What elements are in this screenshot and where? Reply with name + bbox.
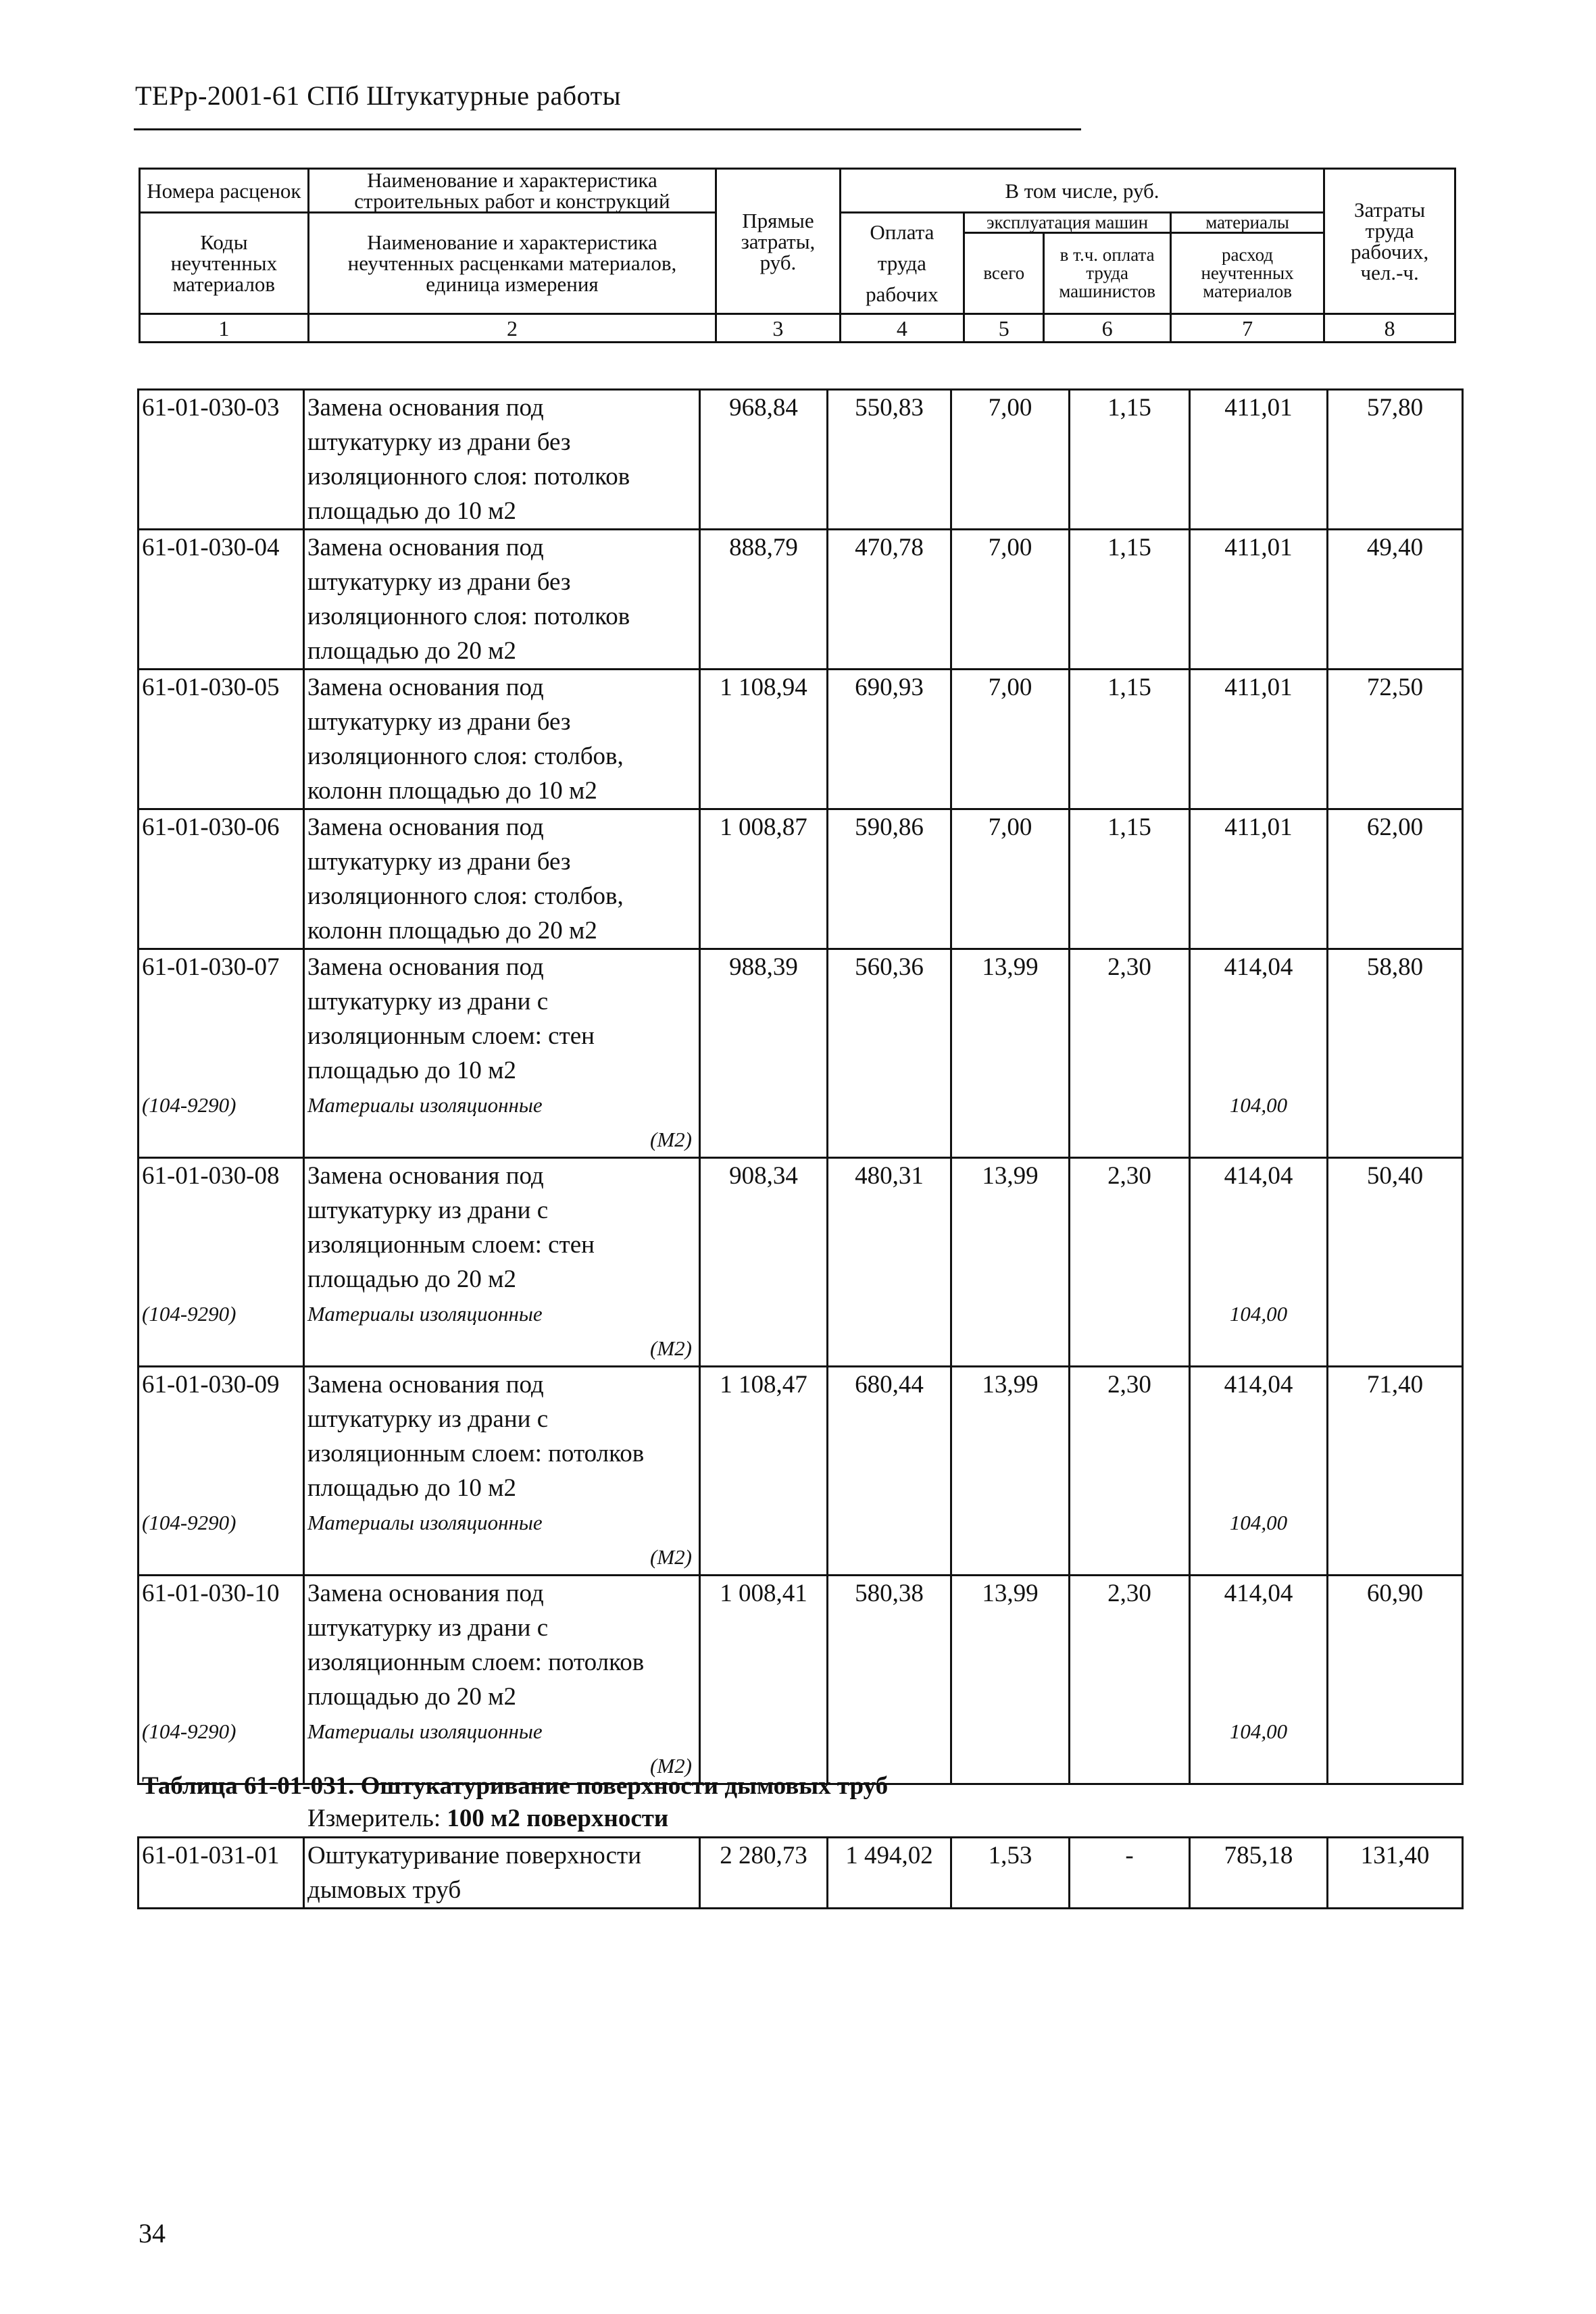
rate-name-line: изоляционным слоем: потолков bbox=[307, 1440, 645, 1467]
rate-name bbox=[304, 390, 700, 530]
table-row bbox=[139, 809, 1463, 949]
materials-cost-cell bbox=[1190, 1576, 1328, 1784]
materials-cost: 785,18 bbox=[1190, 1838, 1328, 1909]
direct-cost: 908,34 bbox=[700, 1158, 828, 1367]
table-row bbox=[139, 1576, 1463, 1784]
rate-name-line: площадью до 10 м2 bbox=[307, 497, 517, 525]
rate-name-line: Замена основания под bbox=[307, 953, 544, 981]
table-row bbox=[139, 1158, 1463, 1367]
rate-name-line: дымовых труб bbox=[307, 1876, 462, 1904]
rate-name-line: Замена основания под bbox=[307, 534, 544, 561]
col5-header: всего bbox=[964, 233, 1044, 314]
machine-cost: 7,00 bbox=[951, 809, 1070, 949]
materials-cost-cell bbox=[1190, 1158, 1328, 1367]
rate-name-line: изоляционного слоя: потолков bbox=[307, 603, 630, 630]
rate-name bbox=[304, 1158, 700, 1367]
labor-hours: 131,40 bbox=[1328, 1838, 1463, 1909]
material-quantity: 104,00 bbox=[1229, 1093, 1288, 1117]
materials-cost-cell bbox=[1190, 670, 1328, 809]
column-number: 6 bbox=[1044, 314, 1171, 343]
rate-code: 61-01-030-04 bbox=[142, 534, 280, 561]
table-row bbox=[139, 390, 1463, 530]
labor-hours: 72,50 bbox=[1328, 670, 1463, 809]
direct-cost: 2 280,73 bbox=[700, 1838, 828, 1909]
rate-name-line: изоляционного слоя: столбов, bbox=[307, 882, 624, 910]
direct-cost: 1 008,41 bbox=[700, 1576, 828, 1784]
rate-name-line: штукатурку из драни без bbox=[307, 848, 571, 876]
column-number: 1 bbox=[140, 314, 309, 343]
col6-header: в т.ч. оплата труда машинистов bbox=[1044, 233, 1171, 314]
rate-code: 61-01-030-06 bbox=[142, 813, 280, 841]
rate-name bbox=[304, 1838, 700, 1909]
rate-name-line: Замена основания под bbox=[307, 674, 544, 701]
labor-hours: 57,80 bbox=[1328, 390, 1463, 530]
rate-code-cell bbox=[139, 670, 304, 809]
materials-cost-cell bbox=[1190, 1367, 1328, 1576]
material-name: Материалы изоляционные bbox=[307, 1093, 543, 1117]
rate-name-line: Замена основания под bbox=[307, 394, 544, 422]
rate-name-line: штукатурку из драни с bbox=[307, 988, 549, 1015]
rate-code: 61-01-031-01 bbox=[139, 1838, 304, 1909]
rate-code-cell bbox=[139, 809, 304, 949]
materials-cost: 414,04 bbox=[1224, 1371, 1293, 1399]
material-quantity: 104,00 bbox=[1229, 1302, 1288, 1326]
rate-name bbox=[304, 1576, 700, 1784]
rate-name-line: изоляционного слоя: столбов, bbox=[307, 743, 624, 770]
column-number: 3 bbox=[716, 314, 840, 343]
rate-name bbox=[304, 809, 700, 949]
operator-labor-cost: 2,30 bbox=[1070, 1576, 1190, 1784]
rate-code-cell bbox=[139, 1158, 304, 1367]
machine-cost: 13,99 bbox=[951, 949, 1070, 1158]
rate-name-line: штукатурку из драни с bbox=[307, 1405, 549, 1433]
labor-hours: 58,80 bbox=[1328, 949, 1463, 1158]
rate-name-line: площадью до 20 м2 bbox=[307, 637, 517, 665]
rate-name-line: изоляционным слоем: потолков bbox=[307, 1649, 645, 1676]
operator-labor-cost: 2,30 bbox=[1070, 949, 1190, 1158]
rate-code: 61-01-030-07 bbox=[142, 953, 280, 981]
labor-cost: 560,36 bbox=[828, 949, 951, 1158]
rate-name-line: площадью до 10 м2 bbox=[307, 1474, 517, 1502]
meter-label: Измеритель: bbox=[307, 1805, 447, 1832]
table-row bbox=[139, 1367, 1463, 1576]
rate-name bbox=[304, 530, 700, 670]
rate-name-line: штукатурку из драни с bbox=[307, 1614, 549, 1642]
materials-cost: 414,04 bbox=[1224, 953, 1293, 981]
page-number: 34 bbox=[139, 2218, 166, 2248]
rate-name-line: колонн площадью до 10 м2 bbox=[307, 777, 597, 805]
rate-name-line: Замена основания под bbox=[307, 1162, 544, 1190]
labor-cost: 1 494,02 bbox=[828, 1838, 951, 1909]
rate-name-line: Оштукатуривание поверхности bbox=[307, 1842, 642, 1869]
labor-cost: 580,38 bbox=[828, 1576, 951, 1784]
machine-cost: 7,00 bbox=[951, 530, 1070, 670]
rate-code: 61-01-030-05 bbox=[142, 674, 280, 701]
rate-name-line: колонн площадью до 20 м2 bbox=[307, 917, 597, 945]
rate-code-cell bbox=[139, 1367, 304, 1576]
spacer bbox=[1191, 1193, 1326, 1297]
column-number: 4 bbox=[840, 314, 964, 343]
breakdown-group-header: В том числе, руб. bbox=[840, 169, 1324, 213]
materials-cost-cell bbox=[1190, 949, 1328, 1158]
column-number: 8 bbox=[1324, 314, 1455, 343]
col2-header-top: Наименование и характеристика строительных работ и конструкций bbox=[308, 169, 716, 213]
col4-header: Оплата труда рабочих bbox=[840, 213, 964, 314]
rate-name-line: изоляционным слоем: стен bbox=[307, 1022, 595, 1050]
rate-code-cell bbox=[139, 390, 304, 530]
col1-header-top: Номера расценок bbox=[140, 169, 309, 213]
meter-line bbox=[307, 1804, 668, 1833]
rate-code-cell bbox=[139, 949, 304, 1158]
labor-cost: 470,78 bbox=[828, 530, 951, 670]
machine-cost: 7,00 bbox=[951, 670, 1070, 809]
direct-cost: 1 108,47 bbox=[700, 1367, 828, 1576]
labor-hours: 71,40 bbox=[1328, 1367, 1463, 1576]
machines-group-header: эксплуатация машин bbox=[964, 213, 1171, 233]
direct-cost: 888,79 bbox=[700, 530, 828, 670]
rate-code: 61-01-030-03 bbox=[142, 394, 280, 422]
spacer bbox=[1191, 984, 1326, 1088]
operator-labor-cost: 1,15 bbox=[1070, 530, 1190, 670]
machine-cost: 13,99 bbox=[951, 1158, 1070, 1367]
materials-cost-cell bbox=[1190, 809, 1328, 949]
column-header-table bbox=[139, 168, 1456, 343]
machine-cost: 1,53 bbox=[951, 1838, 1070, 1909]
rate-name bbox=[304, 949, 700, 1158]
rate-name-line: Замена основания под bbox=[307, 1371, 544, 1399]
labor-cost: 590,86 bbox=[828, 809, 951, 949]
operator-labor-cost: 2,30 bbox=[1070, 1158, 1190, 1367]
rate-name-line: изоляционным слоем: стен bbox=[307, 1231, 595, 1259]
rate-name-line: штукатурку из драни с bbox=[307, 1197, 549, 1224]
spacer bbox=[1191, 1402, 1326, 1505]
material-code: (104-9290) bbox=[142, 1302, 236, 1326]
labor-cost: 480,31 bbox=[828, 1158, 951, 1367]
rate-name-line: Замена основания под bbox=[307, 1580, 544, 1607]
materials-cost: 411,01 bbox=[1224, 813, 1293, 841]
title-rule bbox=[134, 128, 1081, 130]
labor-cost: 550,83 bbox=[828, 390, 951, 530]
column-number: 5 bbox=[964, 314, 1044, 343]
direct-cost: 1 008,87 bbox=[700, 809, 828, 949]
rate-code: 61-01-030-09 bbox=[142, 1371, 280, 1399]
col7-header: расход неучтенных материалов bbox=[1170, 233, 1324, 314]
direct-cost: 988,39 bbox=[700, 949, 828, 1158]
materials-cost-cell bbox=[1190, 530, 1328, 670]
operator-labor-cost: 2,30 bbox=[1070, 1367, 1190, 1576]
rate-name-line: штукатурку из драни без bbox=[307, 708, 571, 736]
column-number: 7 bbox=[1170, 314, 1324, 343]
materials-cost-cell bbox=[1190, 390, 1328, 530]
materials-cost: 411,01 bbox=[1224, 674, 1293, 701]
material-unit: (М2) bbox=[650, 1754, 692, 1778]
material-name: Материалы изоляционные bbox=[307, 1719, 543, 1743]
table-row bbox=[139, 530, 1463, 670]
table-row bbox=[139, 949, 1463, 1158]
labor-cost: 690,93 bbox=[828, 670, 951, 809]
rate-name bbox=[304, 670, 700, 809]
labor-hours: 60,90 bbox=[1328, 1576, 1463, 1784]
labor-hours: 50,40 bbox=[1328, 1158, 1463, 1367]
material-name: Материалы изоляционные bbox=[307, 1302, 543, 1326]
rate-code: 61-01-030-08 bbox=[142, 1162, 280, 1190]
col1-header-bottom: Коды неучтенных материалов bbox=[140, 213, 309, 314]
material-quantity: 104,00 bbox=[1229, 1719, 1288, 1743]
material-code: (104-9290) bbox=[142, 1511, 236, 1534]
rate-name-line: площадью до 20 м2 bbox=[307, 1265, 517, 1293]
operator-labor-cost: - bbox=[1070, 1838, 1190, 1909]
material-name: Материалы изоляционные bbox=[307, 1511, 543, 1534]
rate-code: 61-01-030-10 bbox=[142, 1580, 280, 1607]
direct-cost: 1 108,94 bbox=[700, 670, 828, 809]
material-unit: (М2) bbox=[650, 1545, 692, 1569]
rates-table bbox=[137, 388, 1464, 1785]
rate-name-line: Замена основания под bbox=[307, 813, 544, 841]
materials-cost: 411,01 bbox=[1224, 534, 1293, 561]
materials-cost: 414,04 bbox=[1224, 1580, 1293, 1607]
col8-header: Затраты труда рабочих, чел.-ч. bbox=[1324, 169, 1455, 314]
rate-name-line: площадью до 20 м2 bbox=[307, 1683, 517, 1711]
table-caption: Таблица 61-01-031. Оштукатуривание поверхности дымовых труб bbox=[142, 1772, 889, 1800]
material-unit: (М2) bbox=[650, 1128, 692, 1151]
machine-cost: 13,99 bbox=[951, 1576, 1070, 1784]
chimney-rates-table bbox=[137, 1836, 1464, 1909]
labor-hours: 62,00 bbox=[1328, 809, 1463, 949]
operator-labor-cost: 1,15 bbox=[1070, 809, 1190, 949]
rate-name-line: изоляционного слоя: потолков bbox=[307, 463, 630, 491]
material-unit: (М2) bbox=[650, 1336, 692, 1360]
machine-cost: 7,00 bbox=[951, 390, 1070, 530]
material-code: (104-9290) bbox=[142, 1719, 236, 1743]
column-number: 2 bbox=[308, 314, 716, 343]
rate-code-cell bbox=[139, 1576, 304, 1784]
rate-name bbox=[304, 1367, 700, 1576]
rate-name-line: штукатурку из драни без bbox=[307, 568, 571, 596]
materials-group-header: материалы bbox=[1170, 213, 1324, 233]
labor-hours: 49,40 bbox=[1328, 530, 1463, 670]
col3-header: Прямые затраты, руб. bbox=[716, 169, 840, 314]
rate-name-line: площадью до 10 м2 bbox=[307, 1057, 517, 1084]
direct-cost: 968,84 bbox=[700, 390, 828, 530]
materials-cost: 414,04 bbox=[1224, 1162, 1293, 1190]
spacer bbox=[1191, 1611, 1326, 1714]
machine-cost: 13,99 bbox=[951, 1367, 1070, 1576]
material-code: (104-9290) bbox=[142, 1093, 236, 1117]
col2-header-bottom: Наименование и характеристика неучтенных расценками материалов, единица измерения bbox=[308, 213, 716, 314]
table-row bbox=[139, 1838, 1463, 1909]
operator-labor-cost: 1,15 bbox=[1070, 390, 1190, 530]
running-title: ТЕРр-2001-61 СПб Штукатурные работы bbox=[135, 80, 621, 111]
rate-code-cell bbox=[139, 530, 304, 670]
rate-name-line: штукатурку из драни без bbox=[307, 428, 571, 456]
labor-cost: 680,44 bbox=[828, 1367, 951, 1576]
operator-labor-cost: 1,15 bbox=[1070, 670, 1190, 809]
material-quantity: 104,00 bbox=[1229, 1511, 1288, 1534]
table-row bbox=[139, 670, 1463, 809]
materials-cost: 411,01 bbox=[1224, 394, 1293, 422]
meter-value: 100 м2 поверхности bbox=[447, 1805, 669, 1832]
